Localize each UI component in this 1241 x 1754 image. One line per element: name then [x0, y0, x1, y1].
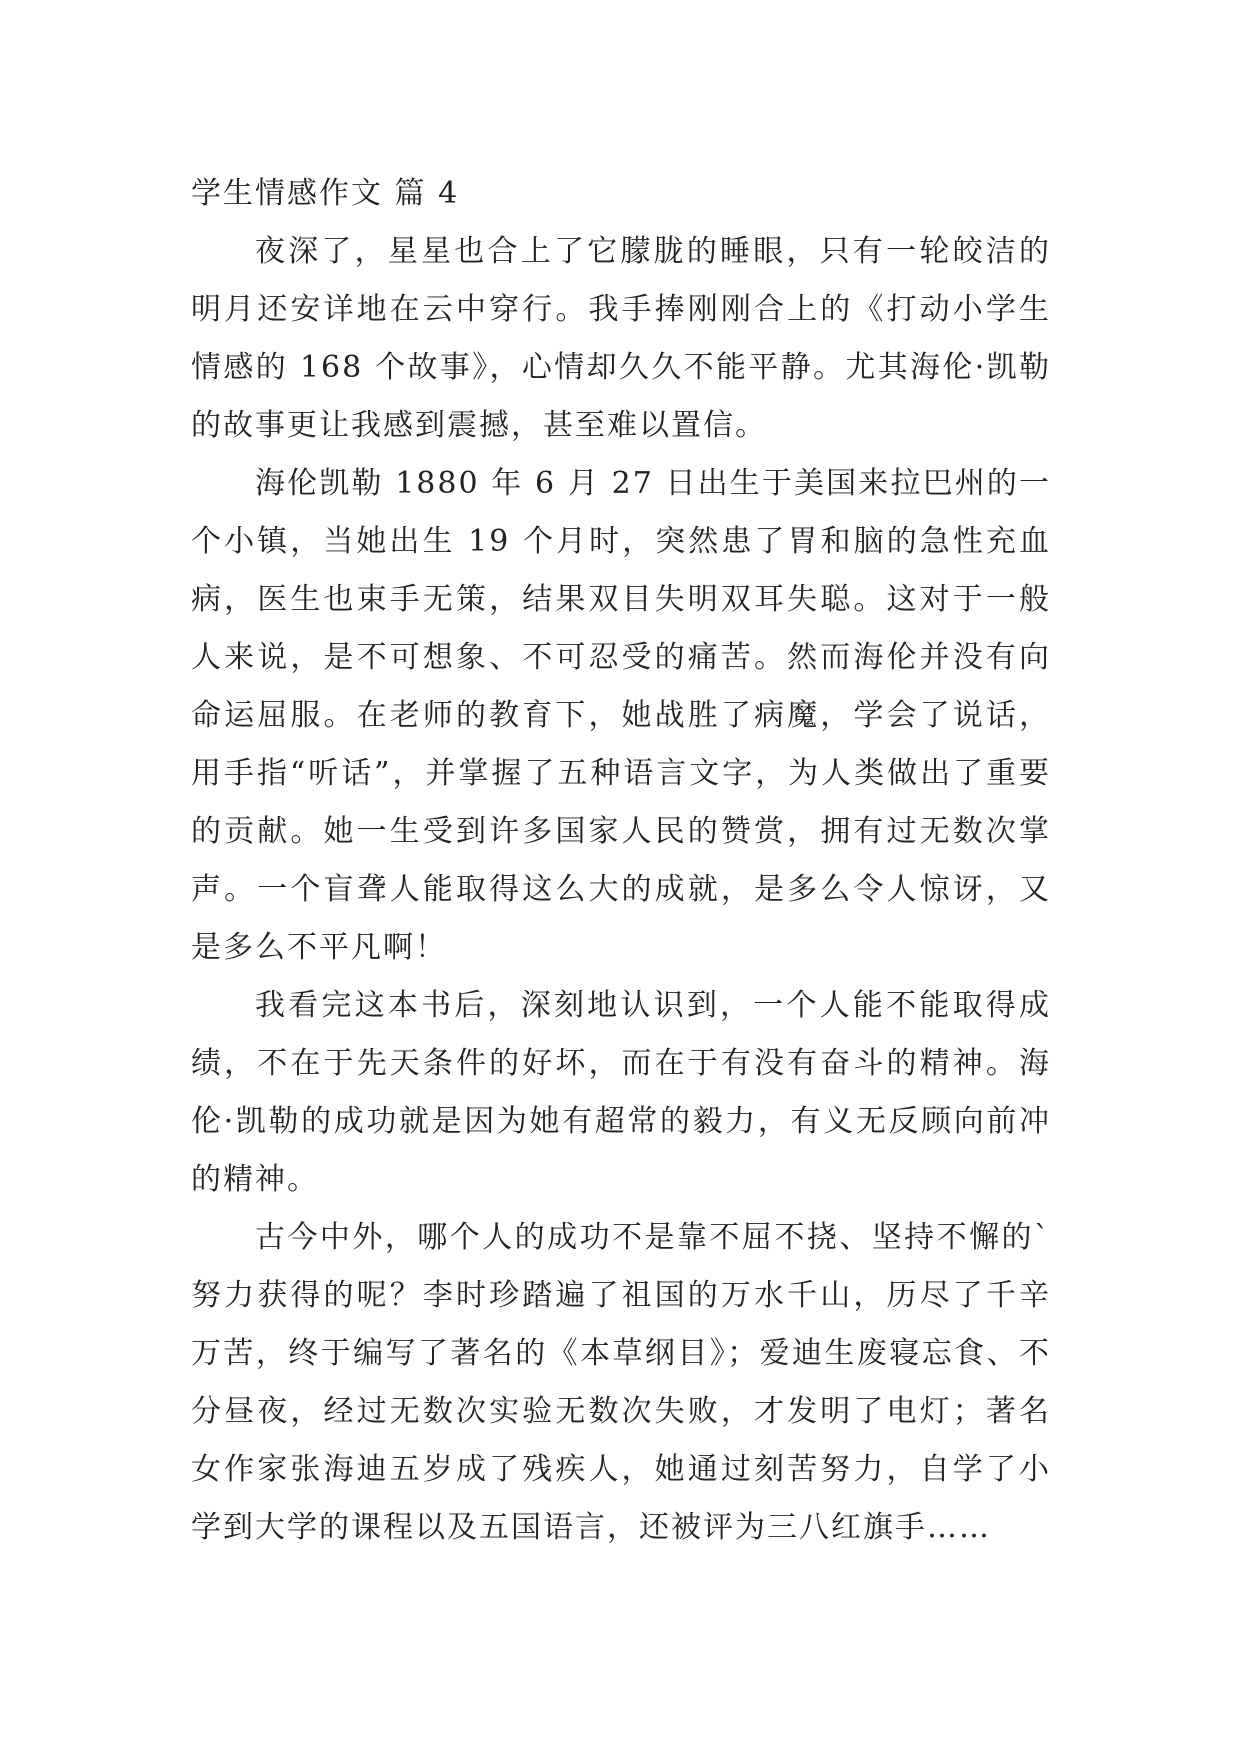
paragraph: 海伦凯勒 1880 年 6 月 27 日出生于美国来拉巴州的一个小镇，当她出生 19 个月时，突然患了胃和脑的急性充血病，医生也束手无策，结果双目失明双耳失聪。这对于一般人来说，是不可想象、不可忍受的痛苦。然而海伦并没有向命运屈服。在老师的教育下，她战胜了病魔，学会了说话，用手指“听话”，并掌握了五种语言文字，为人类做出了重要的贡献。她一生受到许多国家人民的赞赏，拥有过无数次掌声。一个盲聋人能取得这么大的成就，是多么令人惊讶，又是多么不平凡啊！ [191, 466, 1051, 965]
document-body [191, 165, 1051, 1557]
document-title: 学生情感作文 篇 4 [191, 176, 460, 211]
paragraph: 夜深了，星星也合上了它朦胧的睡眼，只有一轮皎洁的明月还安详地在云中穿行。我手捧刚刚合上的《打动小学生情感的 168 个故事》，心情却久久不能平静。尤其海伦·凯勒的故事更让我感到震撼，甚至难以置信。 [191, 234, 1051, 443]
paragraph: 我看完这本书后，深刻地认识到，一个人能不能取得成绩，不在于先天条件的好坏，而在于有没有奋斗的精神。海伦·凯勒的成功就是因为她有超常的毅力，有义无反顾向前冲的精神。 [191, 988, 1051, 1197]
paragraph: 古今中外，哪个人的成功不是靠不屈不挠、坚持不懈的`努力获得的呢？李时珍踏遍了祖国的万水千山，历尽了千辛万苦，终于编写了著名的《本草纲目》；爱迪生废寝忘食、不分昼夜，经过无数次实验无数次失败，才发明了电灯；著名女作家张海迪五岁成了残疾人，她通过刻苦努力，自学了小学到大学的课程以及五国语言，还被评为三八红旗手…… [191, 1220, 1051, 1545]
